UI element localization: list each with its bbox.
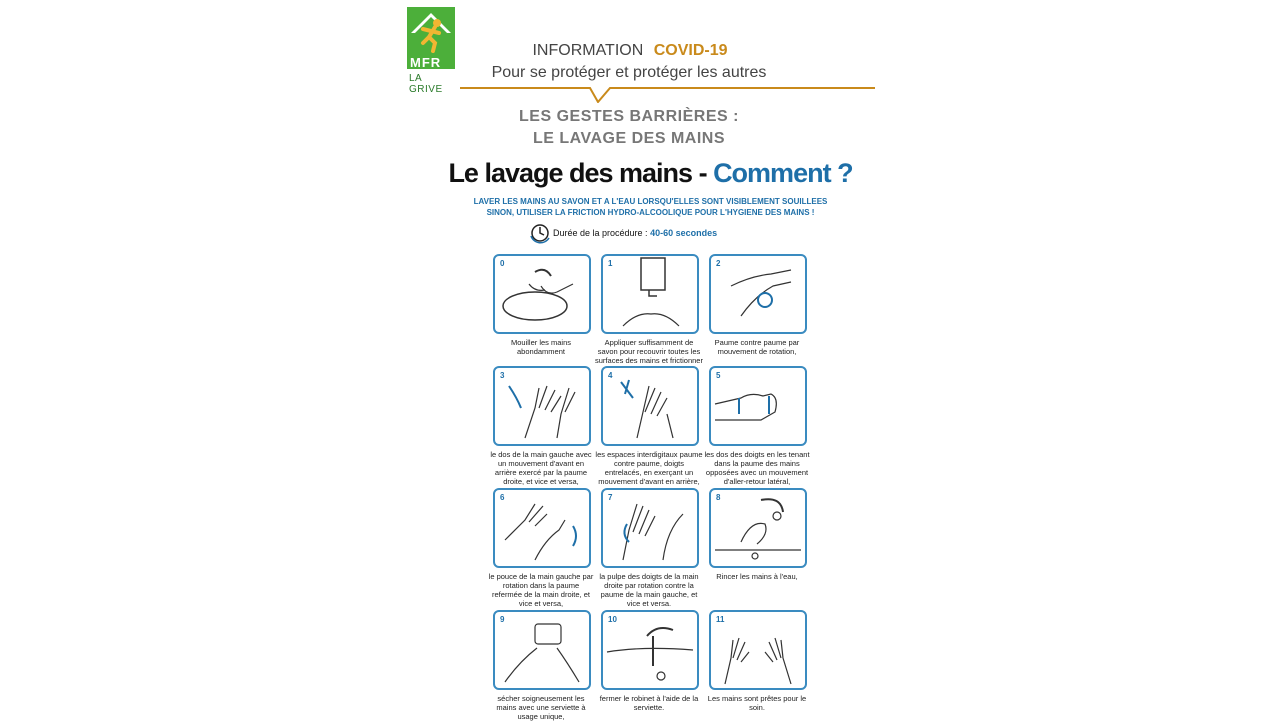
step-illustration	[709, 610, 807, 690]
step-caption: Les mains sont prêtes pour le soin.	[707, 694, 807, 712]
covid-label: COVID-19	[653, 42, 728, 59]
step-7	[595, 488, 703, 608]
step-illustration	[601, 488, 699, 568]
fingertips-icon	[603, 490, 697, 566]
step-caption: les espaces interdigitaux paume contre paume, doigts entrelacés, en exerçant un mouvement d'avant en arrière,	[595, 450, 703, 486]
instruction-line-2: SINON, UTILISER LA FRICTION HYDRO-ALCOOLIQUE POUR L'HYGIENE DES MAINS !	[486, 208, 815, 217]
step-illustration	[493, 610, 591, 690]
step-3	[487, 366, 595, 486]
step-caption: le pouce de la main gauche par rotation dans la paume refermée de la main droite, et vice et versa,	[488, 572, 594, 608]
dry-towel-icon	[495, 612, 589, 688]
rinse-faucet-icon	[711, 490, 805, 566]
clean-hands-icon	[711, 612, 805, 688]
step-caption: Rincer les mains à l'eau,	[716, 572, 798, 581]
duration	[553, 228, 803, 238]
step-illustration	[493, 254, 591, 334]
info-title	[0, 42, 1260, 60]
step-6	[487, 488, 595, 608]
step-1	[595, 254, 703, 374]
step-illustration	[709, 254, 807, 334]
step-illustration	[493, 366, 591, 446]
close-tap-icon	[603, 612, 697, 688]
step-number: 1	[608, 259, 613, 268]
step-caption: Paume contre paume par mouvement de rotation,	[714, 338, 800, 356]
step-10	[595, 610, 703, 712]
step-number: 8	[716, 493, 721, 502]
step-caption: Appliquer suffisamment de savon pour recouvrir toutes les surfaces des mains et frictionner	[595, 338, 703, 365]
step-11	[703, 610, 811, 712]
step-caption: le dos de la main gauche avec un mouvement d'avant en arrière exercé par la paume droite, et vice et versa,	[490, 450, 592, 486]
subtitle-line2: LE LAVAGE DES MAINS	[532, 130, 726, 147]
step-number: 0	[500, 259, 505, 268]
poster-title-main: Le lavage des mains -	[448, 158, 714, 188]
step-number: 2	[716, 259, 721, 268]
poster-title	[443, 158, 858, 189]
duration-label: Durée de la procédure :	[553, 228, 651, 238]
instruction-line-1: LAVER LES MAINS AU SAVON ET A L'EAU LORSQU'ELLES SONT VISIBLEMENT SOUILLEES	[473, 197, 828, 206]
step-caption: Mouiller les mains abondamment	[510, 338, 572, 356]
interlaced-fingers-icon	[603, 368, 697, 444]
speech-bubble-line	[460, 87, 875, 103]
step-illustration	[709, 488, 807, 568]
step-4	[595, 366, 703, 486]
step-number: 3	[500, 371, 505, 380]
step-caption: sécher soigneusement les mains avec une serviette à usage unique,	[496, 694, 586, 721]
logo-mfr-text: MFR	[410, 55, 442, 70]
thumb-rotation-icon	[495, 490, 589, 566]
handwash-poster	[443, 150, 858, 720]
step-caption: les dos des doigts en les tenant dans la paume des mains opposées avec un mouvement d'aller-retour latéral,	[704, 450, 810, 486]
soap-dispenser-icon	[603, 256, 697, 332]
duration-value: 40-60 secondes	[650, 228, 718, 238]
step-caption: la pulpe des doigts de la main droite par rotation contre la paume de la main gauche, et vice et versa.	[599, 572, 699, 608]
step-number: 5	[716, 371, 721, 380]
poster-title-accent: Comment ?	[713, 158, 853, 188]
tagline: Pour se protéger et protéger les autres	[491, 64, 767, 81]
finger-backs-icon	[711, 368, 805, 444]
poster-instructions	[443, 196, 858, 218]
step-0	[487, 254, 595, 356]
logo-grive-text: LA GRIVE	[409, 73, 443, 95]
step-number: 11	[716, 615, 725, 624]
palm-rotation-icon	[711, 256, 805, 332]
step-illustration	[601, 254, 699, 334]
subtitle-line1: LES GESTES BARRIÈRES :	[519, 108, 739, 125]
step-8	[703, 488, 811, 581]
step-9	[487, 610, 595, 721]
step-illustration	[601, 366, 699, 446]
back-of-hand-icon	[495, 368, 589, 444]
step-number: 9	[500, 615, 505, 624]
step-illustration	[601, 610, 699, 690]
timer-icon	[529, 222, 551, 244]
step-illustration	[709, 366, 807, 446]
step-5	[703, 366, 811, 486]
step-2	[703, 254, 811, 356]
info-label: INFORMATION	[532, 42, 644, 59]
sink-hands-icon	[495, 256, 589, 332]
step-number: 6	[500, 493, 505, 502]
step-number: 10	[608, 615, 617, 624]
step-number: 7	[608, 493, 613, 502]
step-illustration	[493, 488, 591, 568]
step-caption: fermer le robinet à l'aide de la serviette.	[599, 694, 699, 712]
step-number: 4	[608, 371, 613, 380]
